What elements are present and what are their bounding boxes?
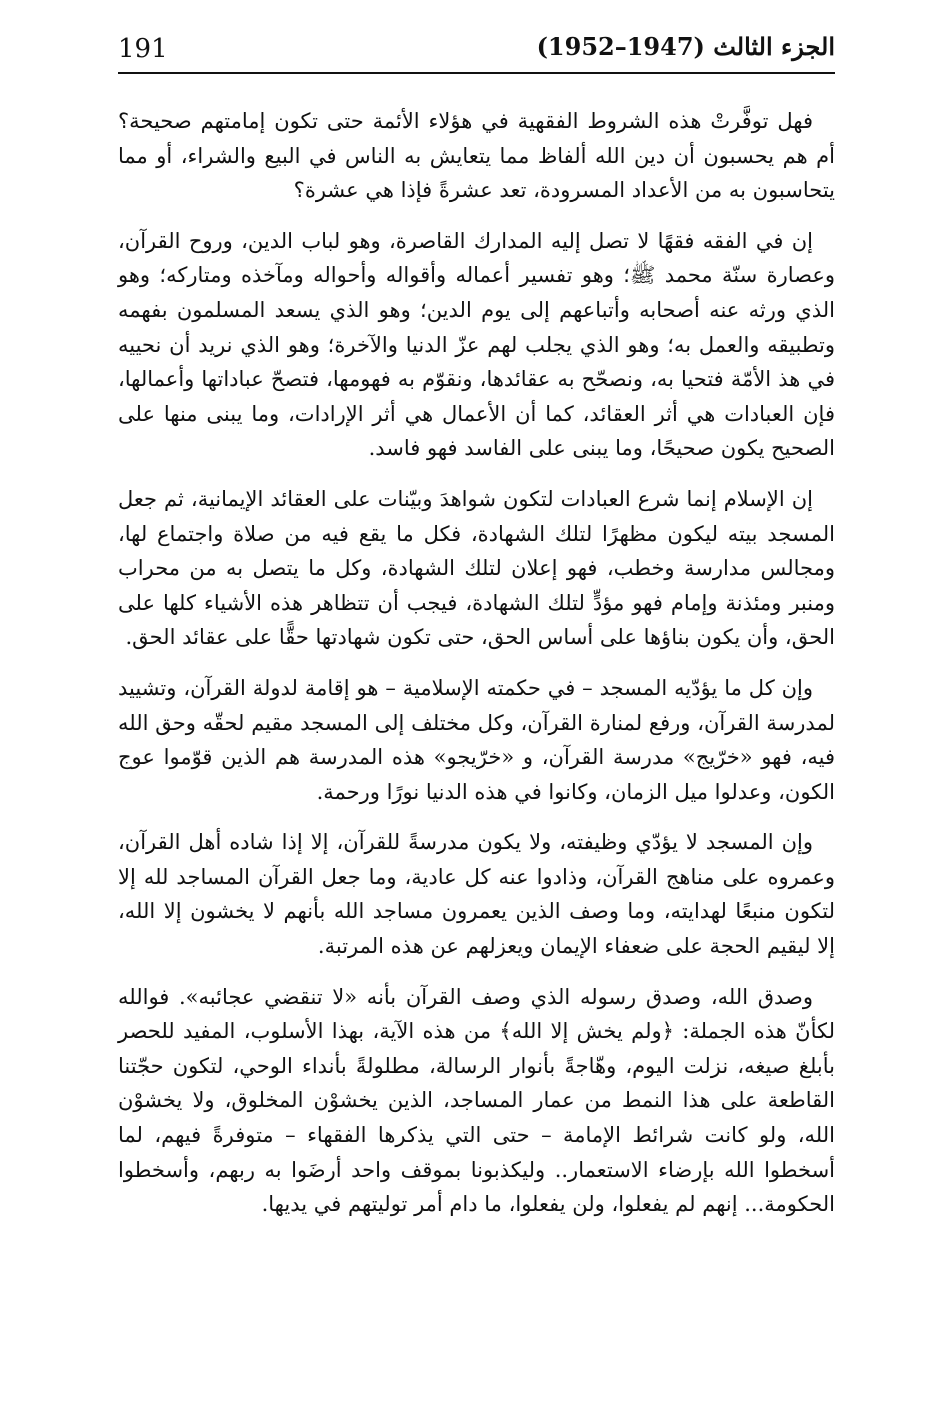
paragraph: وإن كل ما يؤدّيه المسجد – في حكمته الإسلامية – هو إقامة لدولة القرآن، وتشييد لمدرسة القرآن، ورفع لمنارة القرآن، وكل مختلف إلى المسجد مقيم لحقّه وحق الله فيه، فهو «خرّيج» مدرسة القرآن، و «خرّيجو» هذه المدرسة هم الذين قوّموا عوج الكون، وعدلوا ميل الزمان، وكانوا في هذه الدنيا نورًا ورحمة. <box>118 675 835 804</box>
paragraph: إن الإسلام إنما شرع العبادات لتكون شواهدَ وبيّنات على العقائد الإيمانية، ثم جعل المسجد بيته ليكون مظهرًا لتلك الشهادة، فكل ما يقع فيه من صلاة واجتماع لها، ومجالس مدارسة وخطب، فهو إعلان لتلك الشهادة، وكل ما يتصل به من محراب ومنبر ومئذنة وإمام فهو مؤدٍّ لتلك الشهادة، فيجب أن تتظاهر هذه الأشياء كلها على الحق، وأن يكون بناؤها على أساس الحق، حتى تكون شهادتها حقًّا على عقائد الحق. <box>118 486 835 650</box>
paragraph: وصدق الله، وصدق رسوله الذي وصف القرآن بأنه «لا تنقضي عجائبه». فوالله لكأنّ هذه الجملة: ﴿ولم يخش إلا الله﴾ من هذه الآية، بهذا الأسلوب، المفيد للحصر بأبلغ صيغه، نزلت اليوم، وهّاجةً بأنوار الرسالة، مطلولةً بأنداء الوحي، لتكون حجّتنا القاطعة على هذا النمط من عمار المساجد، الذين يخشوْن المخلوق، ولا يخشوْن الله، ولو كانت شرائط الإمامة – حتى التي يذكرها الفقهاء – متوفرةً فيهم، لما أسخطوا الله بإرضاء الاستعمار.. وليكذبونا بموقف واحد أرضَوا به ربهم، وأسخطوا الحكومة... إنهم لم يفعلوا، ولن يفعلوا، ما دام أمر توليتهم في يديها. <box>118 984 835 1217</box>
page-header <box>118 28 835 74</box>
body-text <box>118 104 835 1238</box>
paragraph: فهل توفَّرتْ هذه الشروط الفقهية في هؤلاء الأئمة حتى تكون إمامتهم صحيحة؟ أم هم يحسبون أن دين الله ألفاظ مما يتعايش به الناس في البيع والشراء، أو مما يتحاسبون به من الأعداد المسرودة، تعد عشرةً فإذا هي عشرة؟ <box>118 109 835 203</box>
running-title: الجزء الثالث (1947–1952) <box>536 32 835 61</box>
page-number: 191 <box>118 34 168 64</box>
paragraph: إن في الفقه فقهًا لا تصل إليه المدارك القاصرة، وهو لباب الدين، وروح القرآن، وعصارة سنّة محمد ﷺ؛ وهو تفسير أعماله وأقواله وأحواله ومآخذه ومتاركه؛ وهو الذي ورثه عنه أصحابه وأتباعهم إلى يوم الدين؛ وهو الذي يسعد المسلمون بفهمه وتطبيقه والعمل به؛ وهو الذي يجلب لهم عزّ الدنيا والآخرة؛ وهو الذي نريد أن نحييه في هذ الأمّة فتحيا به، ونصحّح به عقائدها، ونقوّم به فهومها، فتصحّ عباداتها وأعمالها، فإن العبادات هي أثر العقائد، كما أن الأعمال هي أثر الإرادات، وما يبنى منها على الصحيح يكون صحيحًا، وما يبنى على الفاسد فهو فاسد. <box>118 228 835 461</box>
paragraph: وإن المسجد لا يؤدّي وظيفته، ولا يكون مدرسةً للقرآن، إلا إذا شاده أهل القرآن، وعمروه على مناهج القرآن، وذادوا عنه كل عادية، وما جعل القرآن المساجد لله إلا لتكون منبعًا لهدايته، وما وصف الذين يعمرون مساجد الله بأنهم لا يخشون إلا الله، إلا ليقيم الحجة على ضعفاء الإيمان ويعزلهم عن هذه المرتبة. <box>118 830 835 959</box>
